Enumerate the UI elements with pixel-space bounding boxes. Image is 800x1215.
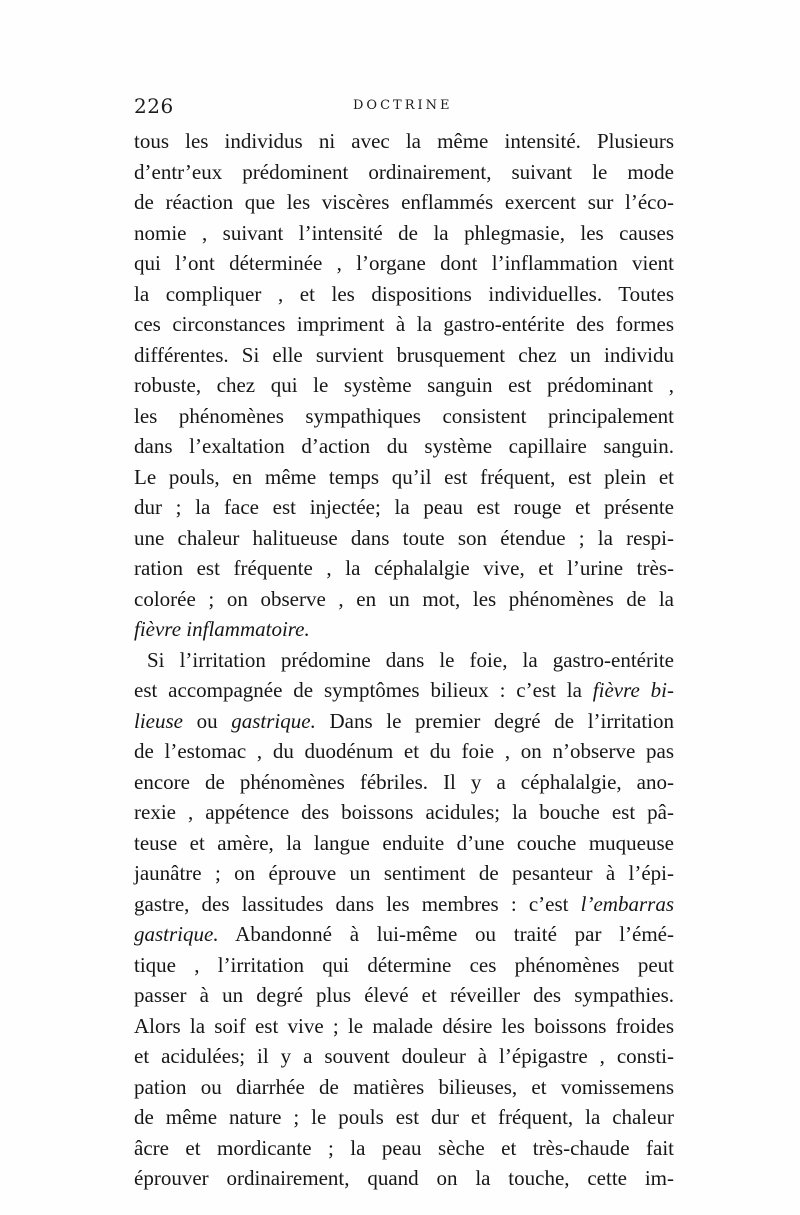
text-line: [134, 401, 674, 432]
italic-text-segment: gastrique.: [231, 708, 316, 733]
body-text: [134, 126, 674, 1194]
text-segment: ces circonstances impriment à la gastro-entérite des formes: [134, 312, 674, 336]
text-segment: est accompagnée de symptômes bilieux : c’est la: [134, 678, 593, 702]
text-segment: dur ; la face est injectée; la peau est rouge et présente: [134, 495, 674, 519]
text-segment: Si l’irritation prédomine dans le foie, la gastro-entérite: [147, 647, 674, 672]
text-segment: Le pouls, en même temps qu’il est fréquent, est plein et: [134, 464, 674, 489]
text-line: [134, 126, 674, 157]
text-line: [134, 309, 674, 340]
text-segment: robuste, chez qui le système sanguin est prédominant ,: [134, 373, 674, 397]
text-line: [134, 980, 674, 1011]
text-segment: les phénomènes sympathiques consistent principalement: [134, 403, 674, 428]
text-segment: une chaleur halitueuse dans toute son étendue ; la respi-: [134, 525, 674, 550]
text-segment: dans l’exaltation d’action du système capillaire sanguin.: [134, 434, 674, 458]
text-line: [134, 523, 674, 554]
text-line: [134, 645, 674, 676]
text-line: [134, 858, 674, 889]
text-segment: éprouver ordinairement, quand on la touche, cette im-: [134, 1166, 674, 1190]
text-line: [134, 370, 674, 401]
text-segment: passer à un degré plus élevé et réveiller des sympathies.: [134, 983, 674, 1007]
text-segment: âcre et mordicante ; la peau sèche et très-chaude fait: [134, 1135, 674, 1160]
italic-text-segment: l’embarras: [580, 891, 674, 916]
text-line: [134, 950, 674, 981]
text-segment: de réaction que les viscères enflammés exercent sur l’éco-: [134, 190, 674, 214]
text-line: [134, 675, 674, 706]
text-line: [134, 248, 674, 279]
text-segment: jaunâtre ; on éprouve un sentiment de pesanteur à l’épi-: [134, 861, 674, 885]
page-header: [134, 92, 674, 122]
text-segment: colorée ; on observe , en un mot, les phénomènes de la: [134, 586, 674, 611]
italic-text-segment: gastrique.: [134, 922, 219, 946]
text-segment: de même nature ; le pouls est dur et fréquent, la chaleur: [134, 1105, 674, 1129]
text-segment: gastre, des lassitudes dans les membres : c’est: [134, 891, 581, 916]
text-line: [134, 614, 674, 645]
italic-text-segment: lieuse: [134, 708, 183, 733]
text-line: [134, 492, 674, 523]
text-line: [134, 553, 674, 584]
text-line: [134, 1072, 674, 1103]
text-line: [134, 187, 674, 218]
text-segment: tique , l’irritation qui détermine ces phénomènes peut: [134, 952, 674, 977]
text-line: [134, 919, 674, 950]
text-line: [134, 279, 674, 310]
text-line: [134, 736, 674, 767]
text-line: [134, 340, 674, 371]
text-segment: ou: [182, 708, 232, 733]
text-segment: la compliquer , et les dispositions individuelles. Toutes: [134, 281, 674, 306]
text-line: [134, 1041, 674, 1072]
text-segment: nomie , suivant l’intensité de la phlegmasie, les causes: [134, 220, 674, 245]
text-line: [134, 706, 674, 737]
text-segment: Dans le premier degré de l’irritation: [315, 708, 675, 733]
text-line: [134, 157, 674, 188]
text-segment: pation ou diarrhée de matières bilieuses, et vomissemens: [134, 1074, 674, 1099]
text-line: [134, 1102, 674, 1133]
text-segment: Alors la soif est vive ; le malade désire les boissons froides: [134, 1013, 674, 1038]
italic-text-segment: fièvre inflammatoire.: [134, 617, 310, 641]
text-segment: Abandonné à lui-même ou traité par l’émé-: [218, 922, 674, 946]
text-line: [134, 218, 674, 249]
text-segment: teuse et amère, la langue enduite d’une couche muqueuse: [134, 830, 674, 855]
text-segment: ration est fréquente , la céphalalgie vive, et l’urine très-: [134, 556, 674, 580]
text-line: [134, 1011, 674, 1042]
text-line: [134, 797, 674, 828]
text-line: [134, 462, 674, 493]
text-segment: différentes. Si elle survient brusquement chez un individu: [134, 342, 674, 367]
text-segment: qui l’ont déterminée , l’organe dont l’inflammation vient: [134, 251, 674, 275]
text-segment: tous les individus ni avec la même intensité. Plusieurs: [134, 129, 674, 153]
text-segment: rexie , appétence des boissons acidules; la bouche est pâ-: [134, 800, 674, 824]
text-segment: de l’estomac , du duodénum et du foie , on n’observe pas: [134, 739, 674, 763]
text-line: [134, 889, 674, 920]
italic-text-segment: fièvre bi-: [592, 678, 674, 702]
text-line: [134, 1133, 674, 1164]
text-segment: et acidulées; il y a souvent douleur à l’épigastre , consti-: [134, 1044, 674, 1068]
text-segment: encore de phénomènes fébriles. Il y a céphalalgie, ano-: [134, 769, 674, 794]
page-number: 226: [134, 94, 174, 118]
text-line: [134, 1163, 674, 1194]
text-line: [134, 431, 674, 462]
text-line: [134, 584, 674, 615]
text-line: [134, 767, 674, 798]
text-line: [134, 828, 674, 859]
text-segment: d’entr’eux prédominent ordinairement, suivant le mode: [134, 159, 674, 184]
running-title: DOCTRINE: [353, 98, 453, 113]
